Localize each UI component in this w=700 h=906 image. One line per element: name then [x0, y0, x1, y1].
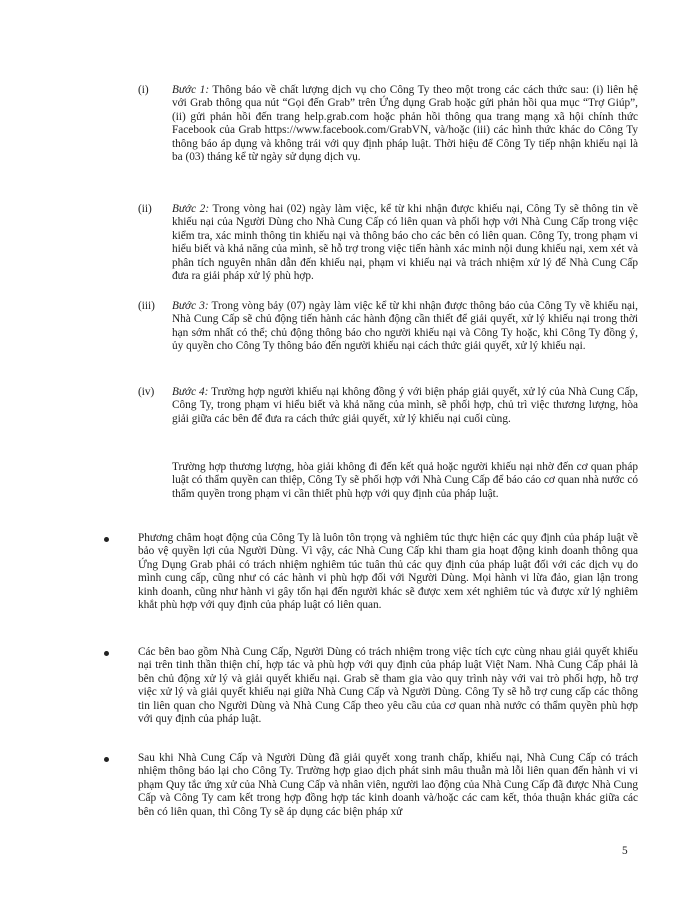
bullet-item — [103, 646, 638, 726]
bullet-text: Các bên bao gồm Nhà Cung Cấp, Người Dùng có trách nhiệm trong việc tích cực cùng nhau giải quyết khiếu nại trên tinh thần thiện chí, hợp tác và phù hợp với quy định của pháp luật Việt Nam. Nhà Cung Cấp phải là bên chủ động xử lý và giải quyết khiếu nại. Grab sẽ tham gia vào quy trình này với vai trò phối hợp, hỗ trợ việc xử lý và giải quyết khiếu nại giữa Nhà Cung Cấp và Người Dùng. Công Ty sẽ hỗ trợ cung cấp các thông tin liên quan cho Người Dùng và Nhà Cung Cấp theo yêu cầu của cơ quan nhà nước có thẩm quyền phù hợp với quy định của pháp luật. — [138, 646, 638, 726]
bullet-item — [103, 752, 638, 819]
step-number: (iv) — [138, 386, 155, 398]
step-body: Trường hợp người khiếu nại không đồng ý với biện pháp giải quyết, xử lý của Nhà Cung Cấp, Công Ty, trong phạm vi hiểu biết và khả năng của mình, sẽ phối hợp, chủ trì việc thương lượng, hòa giải giữa các bên để đưa ra cách thức giải quyết, xử lý khiếu nại cuối cùng. — [172, 386, 638, 425]
step-label: Bước 1: — [172, 84, 210, 96]
step-text — [172, 300, 638, 354]
step-number: (ii) — [138, 203, 152, 215]
step-4-followup-paragraph: Trường hợp thương lượng, hòa giải không đi đến kết quả hoặc người khiếu nại nhờ đến cơ quan pháp luật có thẩm quyền can thiệp, Công Ty sẽ phối hợp với Nhà Cung Cấp để báo cáo cơ quan nhà nước có thẩm quyền trong phạm vi cần thiết phù hợp với quy định của pháp luật. — [172, 461, 638, 500]
bullet-dot-icon — [104, 757, 109, 762]
step-label: Bước 4: — [172, 386, 209, 398]
step-number: (iii) — [138, 300, 155, 312]
step-text — [172, 386, 638, 426]
step-3 — [138, 300, 638, 354]
step-1 — [138, 84, 638, 164]
step-body: Trong vòng bảy (07) ngày làm việc kể từ khi nhận được thông báo của Công Ty về khiếu nại, Nhà Cung Cấp sẽ chủ động tiến hành các hành động cần thiết để giải quyết, xử lý khiếu nại trong thời hạn sớm nhất có thể; chủ động thông báo cho người khiếu nại và Công Ty hoặc, khi Công Ty đồng ý, ủy quyền cho Công Ty thông báo đến người khiếu nại cách thức giải quyết, xử lý khiếu nại. — [172, 300, 638, 353]
bullet-dot-icon — [104, 537, 109, 542]
step-4 — [138, 386, 638, 426]
step-number: (i) — [138, 84, 149, 96]
step-text — [172, 84, 638, 164]
bullet-dot-icon — [104, 651, 109, 656]
step-label: Bước 2: — [172, 203, 210, 215]
page-number: 5 — [622, 845, 628, 857]
bullet-text: Phương châm hoạt động của Công Ty là luôn tôn trọng và nghiêm túc thực hiện các quy định của pháp luật về bảo vệ quyền lợi của Người Dùng. Vì vậy, các Nhà Cung Cấp khi tham gia hoạt động kinh doanh thông qua Ứng Dụng Grab phải có trách nhiệm nghiêm túc tuân thủ các quy định của pháp luật đối với các dịch vụ do mình cung cấp, cũng như có các hành vi phù hợp đối với Người Dùng. Mọi hành vi lừa đảo, gian lận trong kinh doanh, cũng như hành vi gây tổn hại đến người khác sẽ được xem xét nghiêm túc và được xử lý nghiêm khắt phù hợp với quy định của pháp luật có liên quan. — [138, 532, 638, 612]
step-2 — [138, 203, 638, 283]
step-body: Thông báo về chất lượng dịch vụ cho Công Ty theo một trong các cách thức sau: (i) liên hệ với Grab thông qua nút “Gọi đến Grab” trên Ứng dụng Grab hoặc gửi phản hồi qua mục “Trợ Giúp”, (ii) gửi phản hồi đến trang help.grab.com hoặc phản hồi thông qua trang mạng xã hội chính thức Facebook của Grab https://www.facebook.com/GrabVN, và/hoặc (iii) các hình thức khác do Công Ty thông báo áp dụng và không trái với quy định pháp luật. Thời hiệu để Công Ty tiếp nhận khiếu nại là ba (03) tháng kể từ ngày sử dụng dịch vụ. — [172, 84, 638, 164]
step-label: Bước 3: — [172, 300, 209, 312]
step-text — [172, 203, 638, 283]
bullet-text: Sau khi Nhà Cung Cấp và Người Dùng đã giải quyết xong tranh chấp, khiếu nại, Nhà Cung Cấp có trách nhiệm thông báo lại cho Công Ty. Trường hợp giao dịch phát sinh mâu thuẫn mà lỗi liên quan đến hành vi vi phạm Quy tắc ứng xử của Nhà Cung Cấp và nhân viên, người lao động của Nhà Cung Cấp đã được Nhà Cung Cấp và Công Ty cam kết trong hợp đồng hợp tác kinh doanh và/hoặc các cam kết, thỏa thuận khác giữa các bên có liên quan, thì Công Ty sẽ áp dụng các biện pháp xử — [138, 752, 638, 818]
bullet-item — [103, 532, 638, 612]
step-body: Trong vòng hai (02) ngày làm việc, kể từ khi nhận được khiếu nại, Công Ty sẽ thông tin về khiếu nại của Người Dùng cho Nhà Cung Cấp có liên quan và phối hợp với Nhà Cung Cấp trong việc kiểm tra, xác minh thông tin khiếu nại và thông báo cho các bên có liên quan. Công Ty, trong phạm vi hiểu biết và khả năng của mình, sẽ hỗ trợ trong việc tiến hành xác minh nội dung khiếu nại, xem xét và phân tích nguyên nhân dẫn đến khiếu nại, phạm vi khiếu nại và trách nhiệm xử lý để Nhà Cung Cấp đưa ra giải pháp xử lý phù hợp. — [172, 203, 638, 283]
